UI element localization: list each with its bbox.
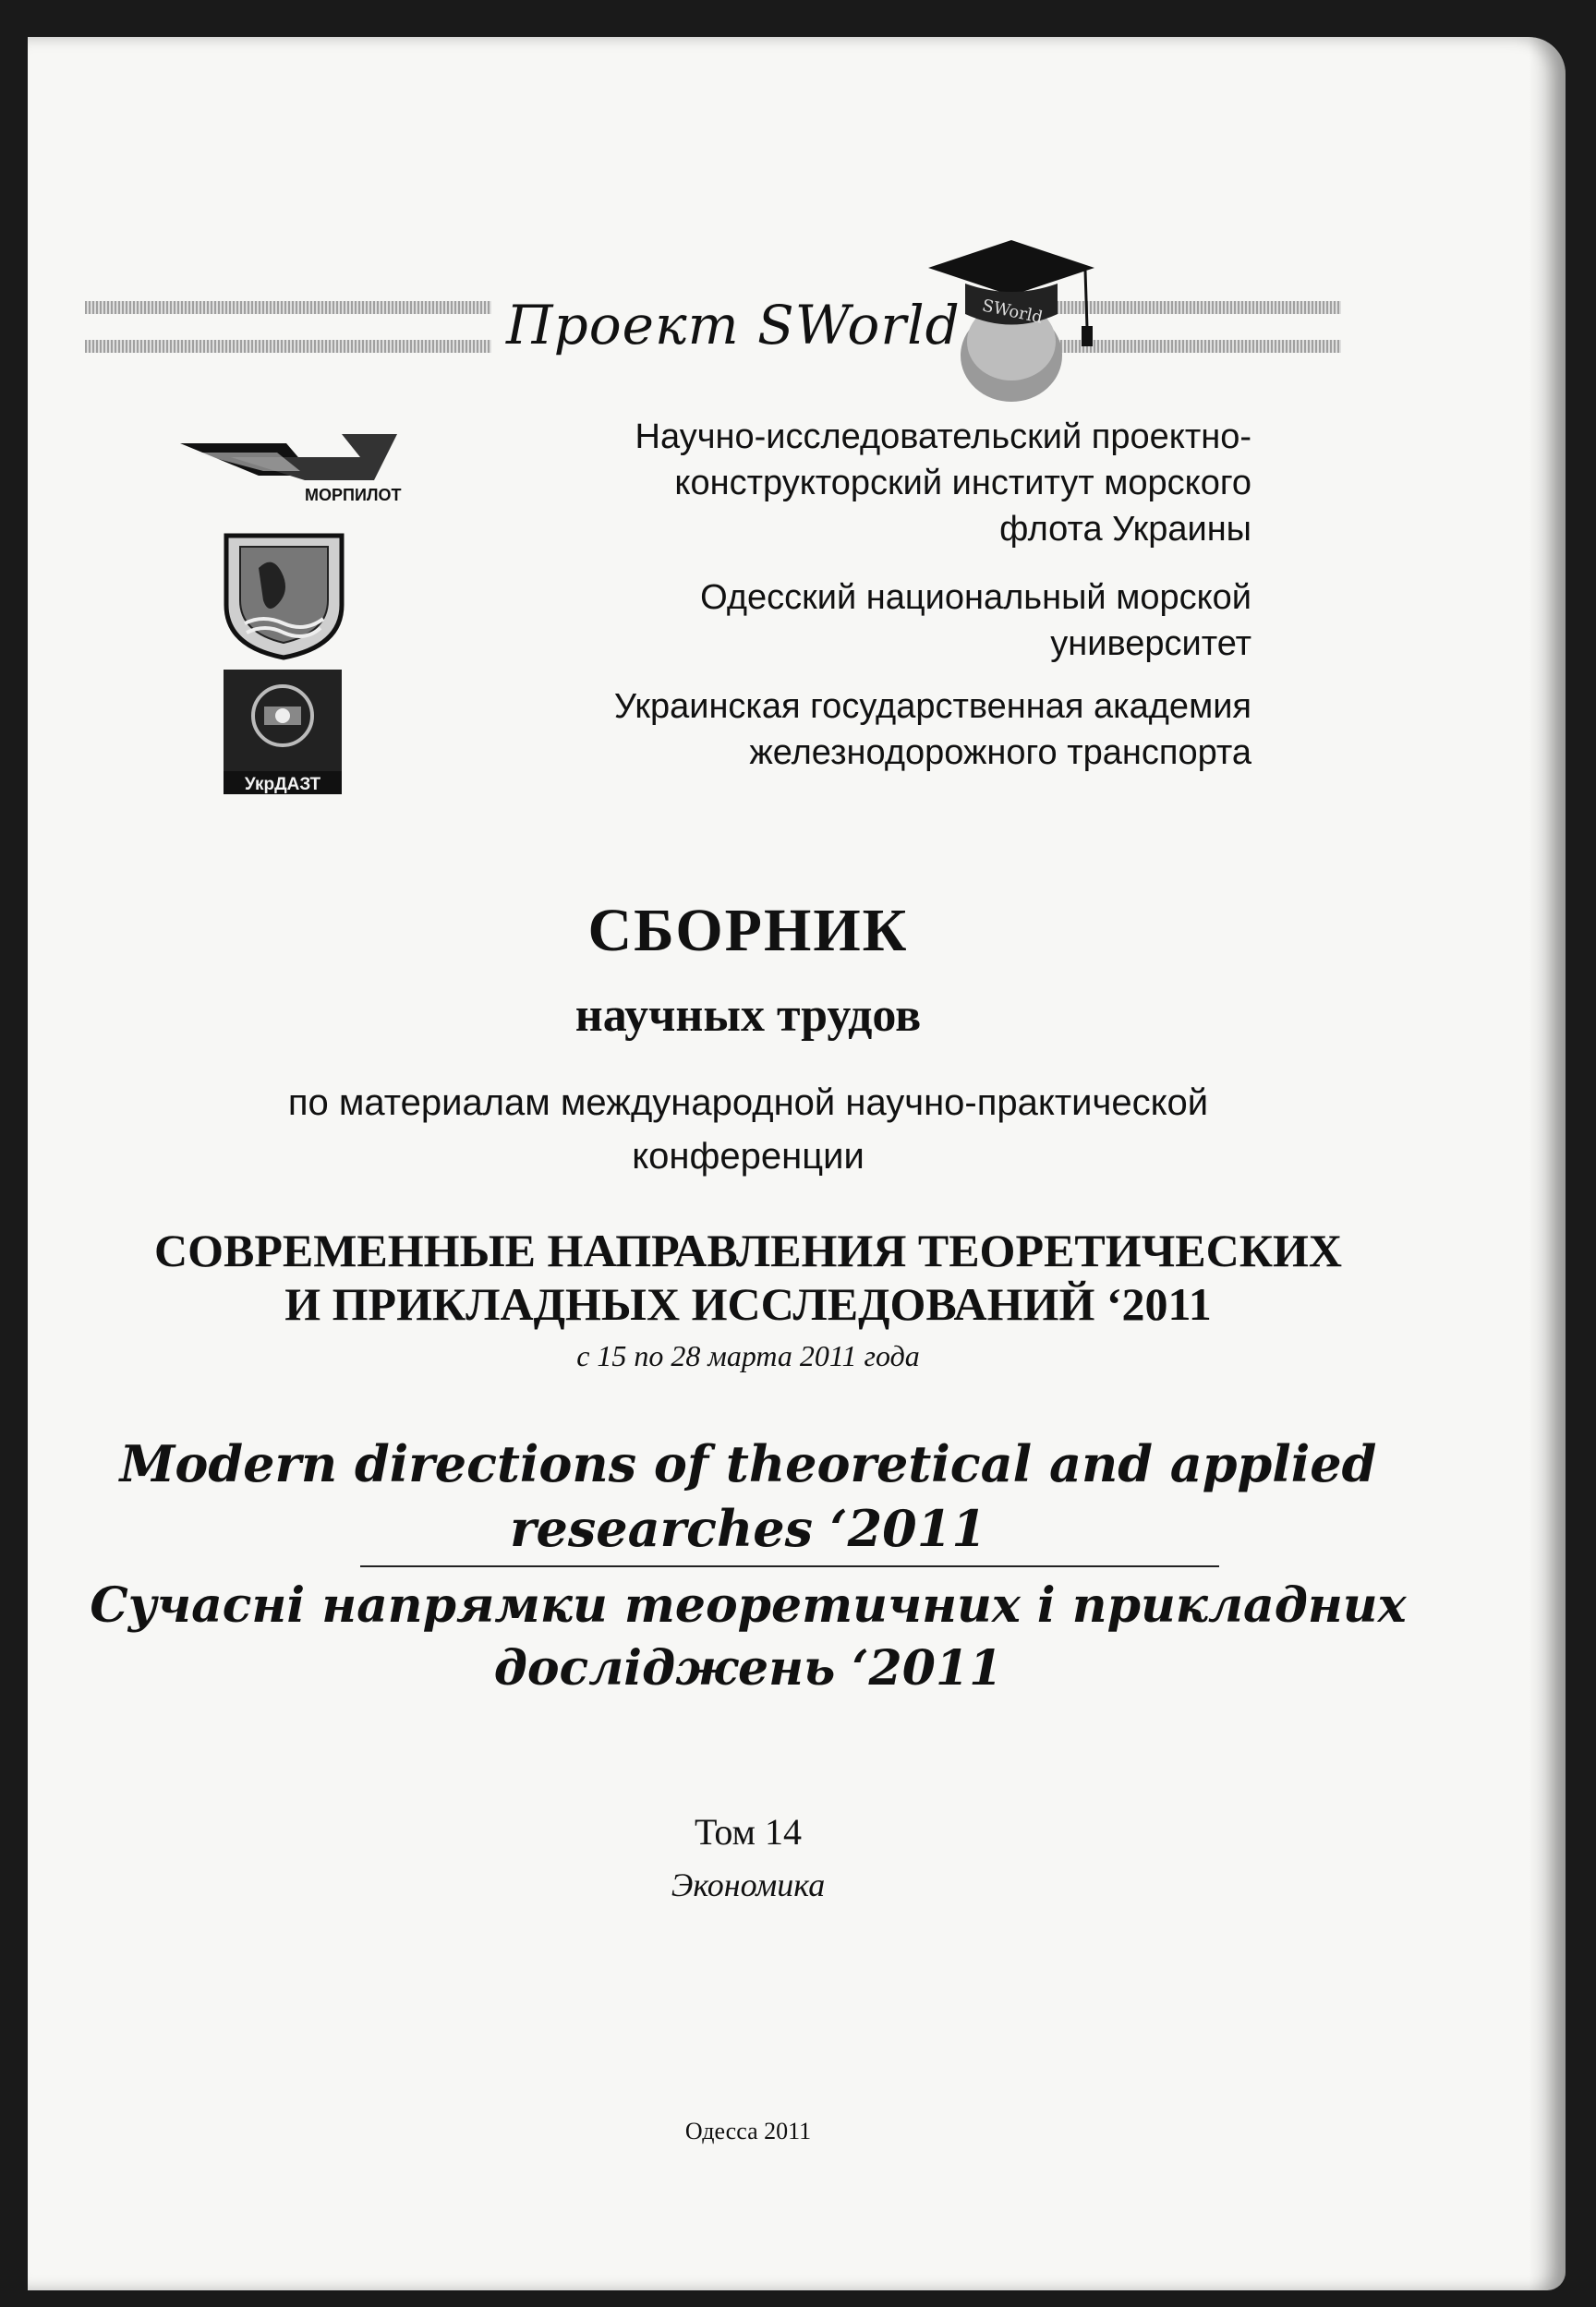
publication-place-year: Одесса 2011 [684,2118,812,2144]
book-page [28,37,1566,2290]
conference-name-line-1: СОВРЕМЕННЫЕ НАПРАВЛЕНИЯ ТЕОРЕТИЧЕСКИХ [154,1225,1342,1276]
english-title-line-2: researches ‘2011 [510,1499,986,1558]
graduation-cap-icon [919,226,1104,411]
conference-materials-text [28,1076,1469,1183]
banner-title: Проект SWorld [491,294,975,356]
sworld-banner [85,268,1341,369]
page-edge-shadow [1529,37,1566,2290]
institution-1-line-1: Научно-исследовательский проектно- [635,417,1251,456]
ukrainian-title-line-1: Сучасні напрямки теоретичних і прикладних [90,1577,1407,1634]
university-crest-icon [217,526,351,660]
cap-label: SWorld [980,296,1045,328]
conference-name [28,1224,1469,1331]
english-title-line-1: Modern directions of theoretical and applied [119,1434,1377,1493]
institution-3-line-1: Украинская государственная академия [613,687,1251,726]
conference-dates: с 15 по 28 марта 2011 года [576,1339,920,1372]
institution-2-line-2: университет [1050,624,1251,663]
ukrdazt-logo [224,670,342,794]
morpilot-logo [175,425,406,508]
institution-1 [420,414,1251,552]
institution-2-line-1: Одесский национальный морской [700,578,1251,617]
materials-line-2: конференции [632,1136,864,1177]
institution-2 [420,574,1251,667]
ukrdazt-label: УкрДАЗТ [244,775,321,794]
collection-title: СБОРНИК [587,897,909,964]
volume-number: Том 14 [695,1811,802,1853]
volume-topic: Экономика [671,1866,826,1903]
ukrainian-title [28,1575,1469,1700]
title-divider [360,1565,1219,1567]
materials-line-1: по материалам международной научно-практической [287,1082,1209,1123]
institution-1-line-2: конструкторский институт морского [674,464,1251,502]
institution-3-line-2: железнодорожного транспорта [749,733,1251,772]
collection-subtitle: научных трудов [574,989,922,1042]
institution-1-line-3: флота Украины [999,510,1251,549]
institution-3 [420,683,1251,776]
morpilot-label: МОРПИЛОТ [305,486,402,504]
ukrainian-title-line-2: досліджень ‘2011 [493,1640,1003,1697]
english-title [28,1431,1469,1561]
conference-name-line-2: И ПРИКЛАДНЫХ ИССЛЕДОВАНИЙ ‘2011 [284,1278,1212,1330]
